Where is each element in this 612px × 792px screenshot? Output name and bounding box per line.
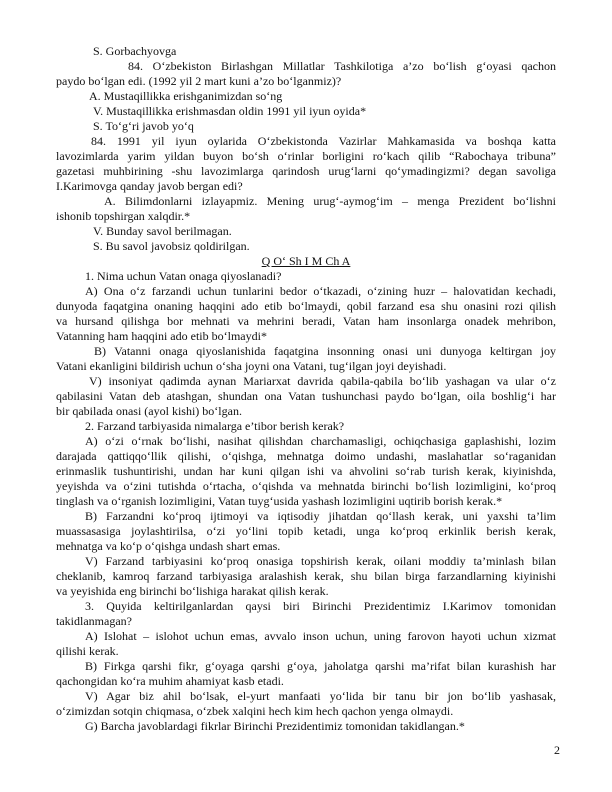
text-line: qabilasini Vatan deb atashgan, shundan ona Vatan tushunchasi paydo bo‘lgan, oila boshlig‘i har — [56, 389, 556, 403]
text-line: o‘zimizdan sotqin chiqmasa, o‘zbek xalqini hech kim hech qachon yenga olmaydi. — [56, 704, 454, 718]
text-line: S. Gorbachyovga — [93, 44, 177, 58]
text-line: I.Karimovga qanday javob bergan edi? — [56, 179, 243, 193]
text-line: darajada qattiqqo‘llik qilishi, o‘qishga, mehnatga doimo undashi, maslahatlar so‘raganidan — [56, 449, 556, 463]
question-84b-line: 84. 1991 yil iyun oylarida O‘zbekistonda Vazirlar Mahkamasida va boshqa katta — [91, 134, 556, 148]
text-line: gazetasi muhbirining -shu lavozimlarga qarindosh urug‘larni qo‘ymadingizmi? degan savoliga — [56, 164, 556, 178]
text-line: Vatanning ham haqqini ado etib bo‘lmaydi* — [56, 329, 267, 343]
answer-option: B) Firkga qarshi fikr, g‘oyaga qarshi g‘oya, jaholatga qarshi ma’rifat bilan kurashish har — [85, 659, 556, 673]
text-line: va yeyishida eng birinchi bo‘lishiga harakat qilish kerak. — [56, 584, 329, 598]
question-1: 1. Nima uchun Vatan onaga qiyoslanadi? — [85, 269, 282, 283]
answer-option: V. Bunday savol berilmagan. — [93, 224, 232, 238]
text-line: lavozimlarda yarim yildan buyon bo‘sh o‘rinlar borligini ro‘kach qilib “Rabochaya tribuna” — [56, 149, 556, 163]
text-line: va hursand qilishga bor mehnati va mehrini beradi, Vatan ham insonlarga onadek mehribon, — [56, 314, 556, 328]
text-line: muassasasiga joylashtirilsa, o‘zi yo‘lini topib ketadi, unga ko‘proq erkinlik berish kerak, — [56, 524, 556, 538]
text-line: takidlanmagan? — [56, 614, 132, 628]
answer-option: A) Ona o‘z farzandi uchun tunlarini bedor o‘tkazadi, o‘zining huzr – halovatidan kechadi, — [85, 284, 556, 298]
answer-option: V) Agar biz ahil bo‘lsak, el-yurt manfaati yo‘lida bir tanu bir jon bo‘lib yashasak, — [85, 689, 556, 703]
question-3: 3. Quyida keltirilganlardan qaysi biri Birinchi Prezidentimiz I.Karimov tomonidan — [85, 599, 556, 613]
text-line: tinglash va o‘rganish lozimligini, Vatan tuyg‘usida yashash lozimligini uqtirib borish kerak.* — [56, 494, 503, 508]
text-line: ishonib topshirgan xalqdir.* — [56, 209, 191, 223]
page-number: 2 — [554, 743, 560, 757]
answer-option: V. Mustaqillikka erishmasdan oldin 1991 yil iyun oyida* — [93, 104, 367, 118]
answer-option: B) Farzandni ko‘proq ijtimoyi va iqtisodiy jihatdan qo‘llash kerak, uni yaxshi ta’lim — [85, 509, 556, 523]
text-line: paydo bo‘lgan edi. (1992 yil 2 mart kuni a’zo bo‘lganmiz)? — [56, 74, 342, 88]
answer-option: A) Islohat – islohot uchun emas, avvalo inson uchun, uning farovon hayoti uchun xizmat — [85, 629, 556, 643]
answer-option: V) Farzand tarbiyasini ko‘proq onasiga topshirish kerak, oilani moddiy ta’minlash bilan — [85, 554, 556, 568]
text-line: cheklanib, kamroq farzand tarbiyasiga aralashish kerak, shu bilan birga farzandlarning kiyinishi — [56, 569, 556, 583]
text-line: qachongidan ko‘ra muhim ahamiyat kasb etadi. — [56, 674, 284, 688]
text-line: qilishi kerak. — [56, 644, 119, 658]
section-heading: Q O‘ Sh I M Ch A — [261, 254, 351, 268]
answer-option: A. Mustaqillikka erishganimizdan so‘ng — [89, 89, 283, 103]
question-2: 2. Farzand tarbiyasida nimalarga e’tibor berish kerak? — [85, 419, 345, 433]
text-line: mehnatga va ko‘p o‘qishga undash shart emas. — [56, 539, 281, 553]
answer-option: A. Bilimdonlarni izlayapmiz. Mening urug‘-aymog‘im – menga Prezident bo‘lishni — [104, 194, 556, 208]
answer-option: A) o‘zi o‘rnak bo‘lishi, nasihat qilishdan charchamasligi, ochiqchasiga gaplashishi, lozim — [85, 434, 556, 448]
text-line: yeyishda va o‘zini tutishda o‘rtacha, o‘qishda va mehnatda birinchi bo‘lish lozimligini, ko‘proq — [56, 479, 556, 493]
text-line: bir qabilada onasi (ayol kishi) bo‘lgan. — [56, 404, 242, 418]
answer-option: S. To‘g‘ri javob yo‘q — [93, 119, 194, 133]
answer-option: V) insoniyat qadimda aynan Mariarxat davrida qabila-qabila bo‘lib yashagan va ular o‘z — [89, 374, 556, 388]
text-line: Vatani ekanligini bildirish uchun o‘sha joyni ona Vatani, tug‘ilgan joyi deyishadi. — [56, 359, 447, 373]
text-line: erinmaslik tushuntirishi, undan har kuni qilgan ishi va ahvolini so‘rab turish kerak, kiyinishda, — [56, 464, 556, 478]
question-84-line: 84. O‘zbekiston Birlashgan Millatlar Tashkilotiga a’zo bo‘lish g‘oyasi qachon — [128, 59, 556, 73]
answer-option: B) Vatanni onaga qiyoslanishida faqatgina insonning onasi uni dunyoga keltirgan joy — [94, 344, 556, 358]
text-line: dunyoda faqatgina onaning haqqini ado etib bo‘lmaydi, qobil farzand esa shu onasini rozi qilish — [56, 299, 556, 313]
answer-option: G) Barcha javoblardagi fikrlar Birinchi Prezidentimiz tomonidan takidlangan.* — [85, 719, 465, 733]
answer-option: S. Bu savol javobsiz qoldirilgan. — [93, 239, 250, 253]
